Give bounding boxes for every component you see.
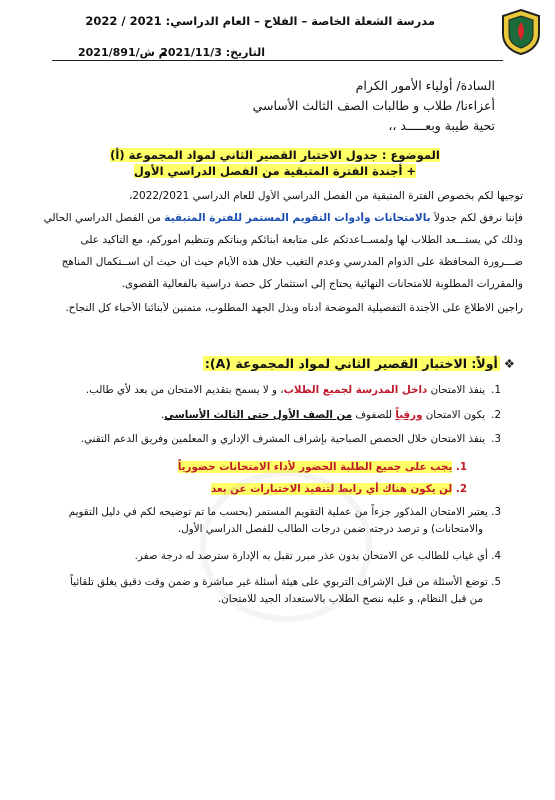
section-title: أولاً: الاختبار القصير الثاني لمواد المجموعة (A):	[204, 356, 498, 371]
sub-item-text: يجب على جميع الطلبة الحضور لأداء الامتحانات حضورياً	[177, 461, 453, 473]
list-item	[51, 504, 501, 538]
sub-item-number: 1.	[455, 461, 467, 473]
item-text-tail: ، و لا يسمح بتقديم الامتحان من بعد لأي طالب.	[85, 384, 284, 396]
item-highlight: ورقياً	[395, 409, 423, 421]
item-text-line-1: أي غياب للطالب عن الامتحان بدون عذر مبرر تقبل به الإدارة سترصد له درجة صفر.	[134, 550, 488, 562]
subject-line-2: + أجندة الفترة المتبقية من الفصل الدراسي الأول	[133, 164, 417, 178]
item-text-mid: للصفوف	[352, 409, 396, 421]
subject-line-1: الموضوع : جدول الاختبار القصير الثاني لمواد المجموعة (أ)	[110, 148, 440, 162]
item-text-line-2: من قبل النظام، و عليه ننصح الطلاب بالاستعداد الجيد للامتحان.	[217, 593, 483, 605]
intro-p2-highlight: بالامتحانات وأدوات التقويم المستمر للفترة المتبقية	[164, 212, 431, 224]
item-number: 5.	[491, 576, 501, 588]
sub-item-text: لن يكون هناك أي رابط لتنفيذ الاختبارات عن بعد	[210, 483, 453, 495]
diamond-bullet-icon: ❖	[503, 356, 515, 371]
subject-block	[105, 147, 445, 179]
letter-reference: م ش/2021/891	[78, 46, 167, 59]
address-students: أعزاءنا/ طلاب و طالبات الصف الثالث الأساسي	[252, 98, 495, 113]
list-item	[61, 382, 501, 399]
intro-p2-part-a: فإننا نرفق لكم جدولاً	[430, 212, 523, 224]
sub-item-number: 2.	[455, 483, 467, 495]
item-highlight: داخل المدرسة لجميع الطلاب	[283, 384, 428, 396]
section-heading	[203, 356, 515, 371]
school-logo-icon	[499, 8, 543, 56]
intro-paragraph-1: توجيهاً لكم بخصوص الفترة المتبقية من الفصل الدراسي الأول للعام الدراسي 2022/2021،	[128, 190, 523, 202]
item-period: .	[160, 409, 165, 421]
intro-paragraph-2	[33, 212, 523, 224]
item-text: ينفذ الامتحان	[427, 384, 486, 396]
item-text-line-2: والامتحانات) و ترصد درجته ضمن درجات الطالب للفصل الدراسي الأول.	[177, 523, 483, 535]
intro-paragraph-5: والمقررات المطلوبة للامتحانات النهائية يحتاج إلى استثمار كل حصة دراسية بالفعالية القصوى.	[121, 278, 523, 290]
item-text-line-1: توضع الأسئلة من قبل الإشراف التربوي على هيئة أسئلة غير مباشرة و ضمن وقت دقيق يغلق تلقائياً	[70, 576, 488, 588]
item-number: 1.	[491, 384, 501, 396]
school-header: مدرسة الشعلة الخاصة – الفلاح – العام الدراسي: 2021 / 2022	[85, 14, 435, 28]
list-item	[61, 407, 501, 424]
item-grades: من الصف الأول حتى الثالث الأساسي	[164, 409, 353, 421]
item-number: 3.	[491, 433, 501, 445]
item-number: 3.	[491, 506, 501, 518]
greeting: تحية طيبة وبعـــــد ،،	[388, 118, 495, 133]
item-text: يكون الامتحان	[422, 409, 486, 421]
address-parents: السادة/ أولياء الأمور الكرام	[355, 78, 495, 93]
intro-paragraph-4: ضـــرورة المحافظة على الدوام المدرسي وعدم التغيب خلال هذه الأيام حيث أن حيث أن اســتكمال المناهج	[61, 256, 523, 268]
intro-p2-part-c: من الفصل الدراسي الحالي	[43, 212, 165, 224]
list-item	[51, 574, 501, 608]
list-item	[61, 431, 501, 448]
sub-item	[178, 459, 467, 475]
item-text: ينفذ الامتحان خلال الحصص الصباحية بإشراف المشرف الإداري و المعلمين وفريق الدعم التقني.	[80, 433, 486, 445]
item-number: 4.	[491, 550, 501, 562]
list-item	[51, 548, 501, 565]
item-number: 2.	[491, 409, 501, 421]
item-text-line-1: يعتبر الامتحان المذكور جزءاً من عملية التقويم المستمر (بحسب ما تم توضيحه لكم في دليل التقويم	[68, 506, 488, 518]
intro-paragraph-6: راجين الاطلاع على الأجندة التفصيلية الموضحة أدناه وبذل الجهد المطلوب، متمنين لأبنائنا الأحباء كل النجاح.	[65, 302, 523, 314]
letter-date: التاريخ: 2021/11/3	[160, 46, 265, 59]
intro-paragraph-3: وذلك كي يستـــعد الطلاب لها ولمســاعدتكم على متابعة أبنائكم وبناتكم وتنظيم أموركم، مع التأكيد على	[80, 234, 523, 246]
header-divider	[52, 60, 503, 61]
